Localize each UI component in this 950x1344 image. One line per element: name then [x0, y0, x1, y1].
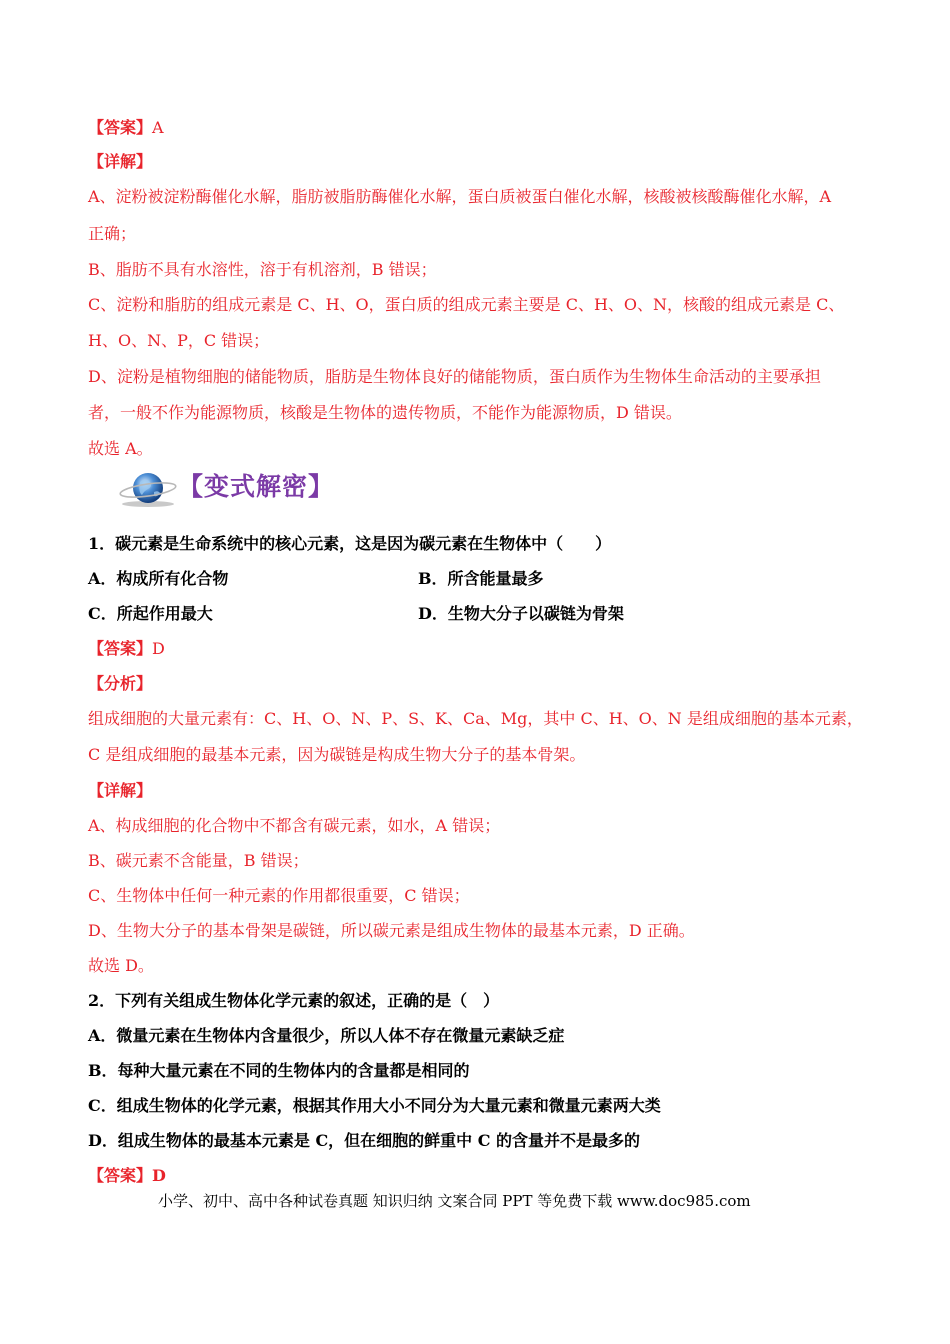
- option-c: C．所起作用最大: [88, 604, 213, 623]
- question-stem: 2．下列有关组成生物体化学元素的叙述，正确的是（ ）: [88, 991, 500, 1010]
- detail-text: A、构成细胞的化合物中不都含有碳元素，如水，A 错误；: [88, 816, 501, 835]
- question-stem: 1．碳元素是生命系统中的核心元素，这是因为碳元素在生物体中（ ）: [88, 534, 612, 553]
- detail-text: B、碳元素不含能量，B 错误；: [88, 851, 309, 870]
- option-a: A．构成所有化合物: [88, 569, 229, 588]
- answer-line: [88, 639, 165, 659]
- detail-tag: 【详解】: [88, 152, 153, 171]
- detail-text: 者，一般不作为能源物质，核酸是生物体的遗传物质，不能作为能源物质，D 错误。: [88, 403, 682, 422]
- analysis-text: C 是组成细胞的最基本元素，因为碳链是构成生物大分子的基本骨架。: [88, 745, 586, 764]
- conclusion-text: 故选 A。: [88, 439, 153, 458]
- answer-value: D: [152, 639, 165, 658]
- answer-line: [88, 118, 164, 138]
- option-d: D．生物大分子以碳链为骨架: [418, 604, 624, 623]
- analysis-text: 组成细胞的大量元素有：C、H、O、N、P、S、K、Ca、Mg，其中 C、H、O、N 是组成细胞的基本元素，: [88, 709, 863, 728]
- detail-text: B、脂肪不具有水溶性，溶于有机溶剂，B 错误；: [88, 260, 437, 279]
- detail-text: 正确；: [88, 224, 137, 243]
- answer-tag: 【答案】: [88, 1166, 153, 1185]
- detail-text: C、淀粉和脂肪的组成元素是 C、H、O，蛋白质的组成元素主要是 C、H、O、N，核酸的组成元素是 C、: [88, 295, 845, 314]
- page-footer: 小学、初中、高中各种试卷真题 知识归纳 文案合同 PPT 等免费下载 www.doc985.com: [158, 1192, 751, 1210]
- analysis-tag: 【分析】: [88, 674, 153, 693]
- section-banner: [118, 466, 378, 510]
- globe-icon: [118, 468, 182, 508]
- detail-text: D、生物大分子的基本骨架是碳链，所以碳元素是组成生物体的最基本元素，D 正确。: [88, 921, 695, 940]
- answer-line: [88, 1166, 166, 1186]
- option-c: C．组成生物体的化学元素，根据其作用大小不同分为大量元素和微量元素两大类: [88, 1096, 661, 1115]
- answer-value: D: [152, 1166, 166, 1185]
- detail-text: D、淀粉是植物细胞的储能物质，脂肪是生物体良好的储能物质，蛋白质作为生物体生命活动的主要承担: [88, 367, 821, 386]
- conclusion-text: 故选 D。: [88, 956, 154, 975]
- option-d: D．组成生物体的最基本元素是 C，但在细胞的鲜重中 C 的含量并不是最多的: [88, 1131, 641, 1150]
- answer-value: A: [152, 118, 164, 137]
- answer-tag: 【答案】: [88, 639, 153, 658]
- detail-text: A、淀粉被淀粉酶催化水解，脂肪被脂肪酶催化水解，蛋白质被蛋白催化水解，核酸被核酸酶催化水解，A: [88, 187, 832, 206]
- option-b: B．每种大量元素在不同的生物体内的含量都是相同的: [88, 1061, 470, 1080]
- answer-tag: 【答案】: [88, 118, 153, 137]
- option-b: B．所含能量最多: [418, 569, 544, 588]
- detail-text: C、生物体中任何一种元素的作用都很重要，C 错误；: [88, 886, 470, 905]
- option-a: A．微量元素在生物体内含量很少，所以人体不存在微量元素缺乏症: [88, 1026, 565, 1045]
- banner-title: 【变式解密】: [178, 472, 335, 501]
- detail-text: H、O、N、P，C 错误；: [88, 331, 270, 350]
- detail-tag: 【详解】: [88, 781, 153, 800]
